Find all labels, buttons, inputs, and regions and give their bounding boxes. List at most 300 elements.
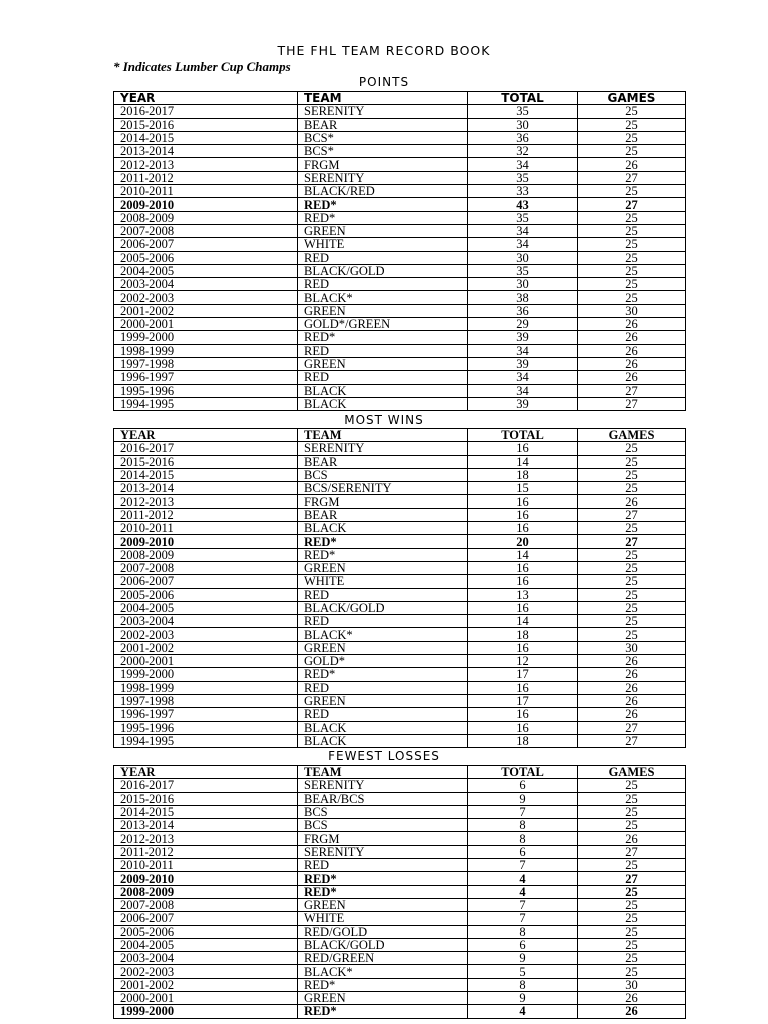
total-cell: 13 xyxy=(468,588,578,601)
table-row xyxy=(114,779,686,792)
year-cell: 1999-2000 xyxy=(114,668,298,681)
games-cell: 27 xyxy=(578,508,686,521)
team-cell: RED xyxy=(298,371,468,384)
games-cell: 25 xyxy=(578,628,686,641)
table-row xyxy=(114,885,686,898)
games-cell: 26 xyxy=(578,1005,686,1018)
total-cell: 12 xyxy=(468,655,578,668)
year-cell: 2006-2007 xyxy=(114,912,298,925)
year-cell: 2010-2011 xyxy=(114,185,298,198)
table-row xyxy=(114,832,686,845)
year-cell: 2014-2015 xyxy=(114,805,298,818)
games-cell: 26 xyxy=(578,495,686,508)
table-row xyxy=(114,819,686,832)
total-cell: 39 xyxy=(468,331,578,344)
table-row xyxy=(114,291,686,304)
year-cell: 2015-2016 xyxy=(114,118,298,131)
games-cell: 27 xyxy=(578,721,686,734)
table-row xyxy=(114,371,686,384)
table-row xyxy=(114,668,686,681)
table-row xyxy=(114,198,686,211)
year-cell: 2008-2009 xyxy=(114,211,298,224)
table-row xyxy=(114,211,686,224)
total-cell: 14 xyxy=(468,615,578,628)
total-cell: 35 xyxy=(468,171,578,184)
total-cell: 7 xyxy=(468,859,578,872)
team-cell: RED* xyxy=(298,548,468,561)
table-row xyxy=(114,978,686,991)
games-cell: 27 xyxy=(578,535,686,548)
team-column-header: TEAM xyxy=(298,766,468,779)
team-cell: BCS/SERENITY xyxy=(298,482,468,495)
table-row xyxy=(114,397,686,410)
team-cell: RED* xyxy=(298,885,468,898)
games-cell: 26 xyxy=(578,681,686,694)
games-cell: 25 xyxy=(578,898,686,911)
team-cell: BLACK xyxy=(298,397,468,410)
team-column-header: TEAM xyxy=(298,429,468,442)
total-cell: 9 xyxy=(468,992,578,1005)
table-row xyxy=(114,1005,686,1018)
team-cell: GREEN xyxy=(298,357,468,370)
fewest-losses-header-row xyxy=(114,766,686,779)
total-cell: 15 xyxy=(468,482,578,495)
year-cell: 2010-2011 xyxy=(114,859,298,872)
team-cell: BCS xyxy=(298,468,468,481)
year-cell: 2003-2004 xyxy=(114,952,298,965)
team-cell: BLACK/GOLD xyxy=(298,264,468,277)
total-cell: 7 xyxy=(468,898,578,911)
total-cell: 34 xyxy=(468,371,578,384)
year-cell: 1996-1997 xyxy=(114,708,298,721)
year-cell: 2016-2017 xyxy=(114,442,298,455)
games-cell: 25 xyxy=(578,105,686,118)
games-cell: 27 xyxy=(578,384,686,397)
table-row xyxy=(114,548,686,561)
team-cell: BCS* xyxy=(298,131,468,144)
total-cell: 7 xyxy=(468,805,578,818)
games-cell: 25 xyxy=(578,482,686,495)
year-cell: 2014-2015 xyxy=(114,131,298,144)
total-cell: 34 xyxy=(468,384,578,397)
games-cell: 25 xyxy=(578,278,686,291)
table-row xyxy=(114,721,686,734)
team-cell: FRGM xyxy=(298,158,468,171)
team-cell: BLACK* xyxy=(298,628,468,641)
games-cell: 27 xyxy=(578,845,686,858)
team-cell: RED/GOLD xyxy=(298,925,468,938)
year-cell: 2011-2012 xyxy=(114,171,298,184)
team-cell: GREEN xyxy=(298,992,468,1005)
team-cell: BLACK xyxy=(298,721,468,734)
total-cell: 9 xyxy=(468,952,578,965)
team-cell: BLACK/RED xyxy=(298,185,468,198)
year-cell: 2004-2005 xyxy=(114,938,298,951)
total-cell: 35 xyxy=(468,264,578,277)
year-column-header: YEAR xyxy=(114,429,298,442)
games-cell: 25 xyxy=(578,819,686,832)
year-cell: 1999-2000 xyxy=(114,1005,298,1018)
total-cell: 30 xyxy=(468,118,578,131)
total-cell: 18 xyxy=(468,628,578,641)
games-cell: 25 xyxy=(578,264,686,277)
total-cell: 39 xyxy=(468,357,578,370)
games-cell: 30 xyxy=(578,304,686,317)
table-row xyxy=(114,344,686,357)
games-cell: 25 xyxy=(578,601,686,614)
team-cell: FRGM xyxy=(298,832,468,845)
games-cell: 25 xyxy=(578,251,686,264)
games-cell: 27 xyxy=(578,397,686,410)
table-row xyxy=(114,575,686,588)
team-cell: RED* xyxy=(298,668,468,681)
champs-note: * Indicates Lumber Cup Champs xyxy=(113,59,291,74)
table-row xyxy=(114,655,686,668)
table-row xyxy=(114,185,686,198)
total-cell: 16 xyxy=(468,522,578,535)
total-cell: 30 xyxy=(468,251,578,264)
games-cell: 26 xyxy=(578,655,686,668)
total-cell: 8 xyxy=(468,819,578,832)
games-cell: 26 xyxy=(578,357,686,370)
games-cell: 25 xyxy=(578,224,686,237)
total-cell: 34 xyxy=(468,238,578,251)
table-row xyxy=(114,495,686,508)
year-cell: 2008-2009 xyxy=(114,548,298,561)
games-cell: 25 xyxy=(578,805,686,818)
team-cell: SERENITY xyxy=(298,779,468,792)
team-cell: RED* xyxy=(298,978,468,991)
section-title-most-wins: MOST WINS xyxy=(344,413,424,427)
total-cell: 17 xyxy=(468,668,578,681)
games-cell: 25 xyxy=(578,131,686,144)
total-cell: 35 xyxy=(468,105,578,118)
total-column-header: TOTAL xyxy=(468,766,578,779)
games-cell: 25 xyxy=(578,561,686,574)
team-cell: WHITE xyxy=(298,238,468,251)
team-cell: RED xyxy=(298,344,468,357)
games-cell: 27 xyxy=(578,171,686,184)
table-row xyxy=(114,628,686,641)
team-cell: BLACK* xyxy=(298,291,468,304)
table-row xyxy=(114,859,686,872)
team-cell: BEAR/BCS xyxy=(298,792,468,805)
total-cell: 33 xyxy=(468,185,578,198)
games-cell: 26 xyxy=(578,992,686,1005)
team-cell: GREEN xyxy=(298,641,468,654)
team-cell: BLACK/GOLD xyxy=(298,601,468,614)
year-cell: 2007-2008 xyxy=(114,224,298,237)
table-row xyxy=(114,615,686,628)
table-row xyxy=(114,384,686,397)
games-cell: 25 xyxy=(578,885,686,898)
games-cell: 25 xyxy=(578,965,686,978)
table-row xyxy=(114,805,686,818)
year-cell: 2006-2007 xyxy=(114,238,298,251)
games-cell: 25 xyxy=(578,118,686,131)
total-cell: 43 xyxy=(468,198,578,211)
total-cell: 8 xyxy=(468,832,578,845)
table-row xyxy=(114,238,686,251)
year-cell: 2009-2010 xyxy=(114,872,298,885)
year-cell: 1999-2000 xyxy=(114,331,298,344)
year-cell: 2001-2002 xyxy=(114,304,298,317)
table-row xyxy=(114,708,686,721)
team-cell: BLACK/GOLD xyxy=(298,938,468,951)
section-title-points: POINTS xyxy=(358,75,410,89)
team-cell: SERENITY xyxy=(298,442,468,455)
total-cell: 7 xyxy=(468,912,578,925)
games-cell: 25 xyxy=(578,925,686,938)
table-row xyxy=(114,641,686,654)
total-cell: 4 xyxy=(468,872,578,885)
table-row xyxy=(114,681,686,694)
games-cell: 25 xyxy=(578,522,686,535)
total-cell: 16 xyxy=(468,641,578,654)
year-cell: 1998-1999 xyxy=(114,344,298,357)
total-cell: 6 xyxy=(468,845,578,858)
year-cell: 2005-2006 xyxy=(114,925,298,938)
table-row xyxy=(114,264,686,277)
table-row xyxy=(114,992,686,1005)
table-row xyxy=(114,601,686,614)
table-row xyxy=(114,938,686,951)
year-cell: 1995-1996 xyxy=(114,384,298,397)
team-cell: GOLD* xyxy=(298,655,468,668)
year-column-header: YEAR xyxy=(114,92,298,105)
total-cell: 8 xyxy=(468,978,578,991)
table-row xyxy=(114,278,686,291)
year-cell: 2012-2013 xyxy=(114,158,298,171)
year-cell: 2013-2014 xyxy=(114,819,298,832)
year-cell: 2007-2008 xyxy=(114,898,298,911)
year-cell: 2009-2010 xyxy=(114,535,298,548)
total-cell: 16 xyxy=(468,575,578,588)
total-cell: 5 xyxy=(468,965,578,978)
table-row xyxy=(114,845,686,858)
table-row xyxy=(114,734,686,747)
team-cell: SERENITY xyxy=(298,105,468,118)
year-cell: 2001-2002 xyxy=(114,978,298,991)
team-cell: BCS xyxy=(298,819,468,832)
total-cell: 16 xyxy=(468,721,578,734)
games-cell: 25 xyxy=(578,779,686,792)
team-cell: BCS xyxy=(298,805,468,818)
table-row xyxy=(114,535,686,548)
year-cell: 1998-1999 xyxy=(114,681,298,694)
team-cell: RED xyxy=(298,615,468,628)
games-cell: 25 xyxy=(578,468,686,481)
year-cell: 2003-2004 xyxy=(114,278,298,291)
team-cell: RED/GREEN xyxy=(298,952,468,965)
team-cell: WHITE xyxy=(298,575,468,588)
team-cell: RED xyxy=(298,278,468,291)
year-cell: 2005-2006 xyxy=(114,588,298,601)
total-cell: 30 xyxy=(468,278,578,291)
games-cell: 25 xyxy=(578,455,686,468)
year-cell: 2012-2013 xyxy=(114,832,298,845)
year-cell: 2007-2008 xyxy=(114,561,298,574)
total-cell: 6 xyxy=(468,779,578,792)
games-cell: 26 xyxy=(578,694,686,707)
games-cell: 25 xyxy=(578,185,686,198)
points-header-row xyxy=(114,92,686,105)
document-title: THE FHL TEAM RECORD BOOK xyxy=(277,43,491,58)
total-cell: 36 xyxy=(468,131,578,144)
games-column-header: GAMES xyxy=(578,429,686,442)
team-cell: RED xyxy=(298,859,468,872)
total-cell: 4 xyxy=(468,885,578,898)
team-column-header: TEAM xyxy=(298,92,468,105)
table-row xyxy=(114,455,686,468)
year-cell: 1997-1998 xyxy=(114,357,298,370)
table-row xyxy=(114,508,686,521)
year-cell: 2002-2003 xyxy=(114,965,298,978)
total-cell: 36 xyxy=(468,304,578,317)
team-cell: SERENITY xyxy=(298,171,468,184)
total-cell: 8 xyxy=(468,925,578,938)
table-row xyxy=(114,331,686,344)
table-row xyxy=(114,105,686,118)
table-row xyxy=(114,898,686,911)
games-cell: 26 xyxy=(578,158,686,171)
total-cell: 16 xyxy=(468,495,578,508)
total-cell: 16 xyxy=(468,508,578,521)
team-cell: RED* xyxy=(298,331,468,344)
games-cell: 25 xyxy=(578,938,686,951)
games-cell: 25 xyxy=(578,588,686,601)
most-wins-table xyxy=(113,428,686,748)
table-row xyxy=(114,357,686,370)
table-row xyxy=(114,304,686,317)
table-row xyxy=(114,912,686,925)
games-cell: 25 xyxy=(578,615,686,628)
year-cell: 2005-2006 xyxy=(114,251,298,264)
year-cell: 2012-2013 xyxy=(114,495,298,508)
games-cell: 25 xyxy=(578,145,686,158)
total-cell: 35 xyxy=(468,211,578,224)
year-cell: 2000-2001 xyxy=(114,655,298,668)
games-cell: 30 xyxy=(578,978,686,991)
team-cell: GREEN xyxy=(298,694,468,707)
games-cell: 25 xyxy=(578,442,686,455)
total-cell: 32 xyxy=(468,145,578,158)
total-cell: 4 xyxy=(468,1005,578,1018)
team-cell: BEAR xyxy=(298,455,468,468)
most-wins-header-row xyxy=(114,429,686,442)
year-cell: 1994-1995 xyxy=(114,734,298,747)
games-cell: 25 xyxy=(578,912,686,925)
table-row xyxy=(114,588,686,601)
games-cell: 25 xyxy=(578,859,686,872)
year-cell: 2015-2016 xyxy=(114,455,298,468)
table-row xyxy=(114,251,686,264)
total-cell: 34 xyxy=(468,224,578,237)
games-column-header: GAMES xyxy=(578,92,686,105)
total-cell: 17 xyxy=(468,694,578,707)
year-cell: 2000-2001 xyxy=(114,992,298,1005)
table-row xyxy=(114,171,686,184)
table-row xyxy=(114,561,686,574)
total-cell: 14 xyxy=(468,455,578,468)
games-cell: 27 xyxy=(578,734,686,747)
table-row xyxy=(114,872,686,885)
team-cell: RED* xyxy=(298,535,468,548)
table-row xyxy=(114,318,686,331)
fewest-losses-table xyxy=(113,765,686,1019)
games-cell: 26 xyxy=(578,371,686,384)
table-row xyxy=(114,952,686,965)
year-cell: 2008-2009 xyxy=(114,885,298,898)
team-cell: FRGM xyxy=(298,495,468,508)
year-cell: 2009-2010 xyxy=(114,198,298,211)
team-cell: GOLD*/GREEN xyxy=(298,318,468,331)
games-cell: 26 xyxy=(578,331,686,344)
year-cell: 2011-2012 xyxy=(114,845,298,858)
year-cell: 2006-2007 xyxy=(114,575,298,588)
games-cell: 25 xyxy=(578,952,686,965)
year-cell: 2002-2003 xyxy=(114,628,298,641)
year-cell: 2010-2011 xyxy=(114,522,298,535)
table-row xyxy=(114,118,686,131)
games-cell: 25 xyxy=(578,291,686,304)
team-cell: BCS* xyxy=(298,145,468,158)
year-cell: 1997-1998 xyxy=(114,694,298,707)
games-cell: 27 xyxy=(578,872,686,885)
games-cell: 25 xyxy=(578,792,686,805)
total-cell: 34 xyxy=(468,344,578,357)
table-row xyxy=(114,925,686,938)
total-cell: 16 xyxy=(468,442,578,455)
table-row xyxy=(114,522,686,535)
games-cell: 27 xyxy=(578,198,686,211)
team-cell: BEAR xyxy=(298,118,468,131)
total-cell: 16 xyxy=(468,708,578,721)
team-cell: BEAR xyxy=(298,508,468,521)
year-cell: 2001-2002 xyxy=(114,641,298,654)
year-cell: 1994-1995 xyxy=(114,397,298,410)
total-cell: 14 xyxy=(468,548,578,561)
team-cell: BLACK* xyxy=(298,965,468,978)
total-cell: 18 xyxy=(468,734,578,747)
year-cell: 2003-2004 xyxy=(114,615,298,628)
team-cell: RED* xyxy=(298,198,468,211)
total-cell: 20 xyxy=(468,535,578,548)
team-cell: SERENITY xyxy=(298,845,468,858)
table-row xyxy=(114,468,686,481)
team-cell: WHITE xyxy=(298,912,468,925)
table-row xyxy=(114,158,686,171)
year-cell: 2013-2014 xyxy=(114,145,298,158)
team-cell: GREEN xyxy=(298,224,468,237)
games-cell: 25 xyxy=(578,575,686,588)
games-cell: 25 xyxy=(578,548,686,561)
total-cell: 29 xyxy=(468,318,578,331)
total-cell: 38 xyxy=(468,291,578,304)
year-cell: 2016-2017 xyxy=(114,779,298,792)
total-cell: 16 xyxy=(468,561,578,574)
year-column-header: YEAR xyxy=(114,766,298,779)
games-cell: 25 xyxy=(578,211,686,224)
games-cell: 26 xyxy=(578,708,686,721)
year-cell: 2013-2014 xyxy=(114,482,298,495)
table-row xyxy=(114,145,686,158)
table-row xyxy=(114,792,686,805)
team-cell: GREEN xyxy=(298,304,468,317)
games-cell: 26 xyxy=(578,832,686,845)
points-table xyxy=(113,91,686,411)
games-cell: 26 xyxy=(578,318,686,331)
